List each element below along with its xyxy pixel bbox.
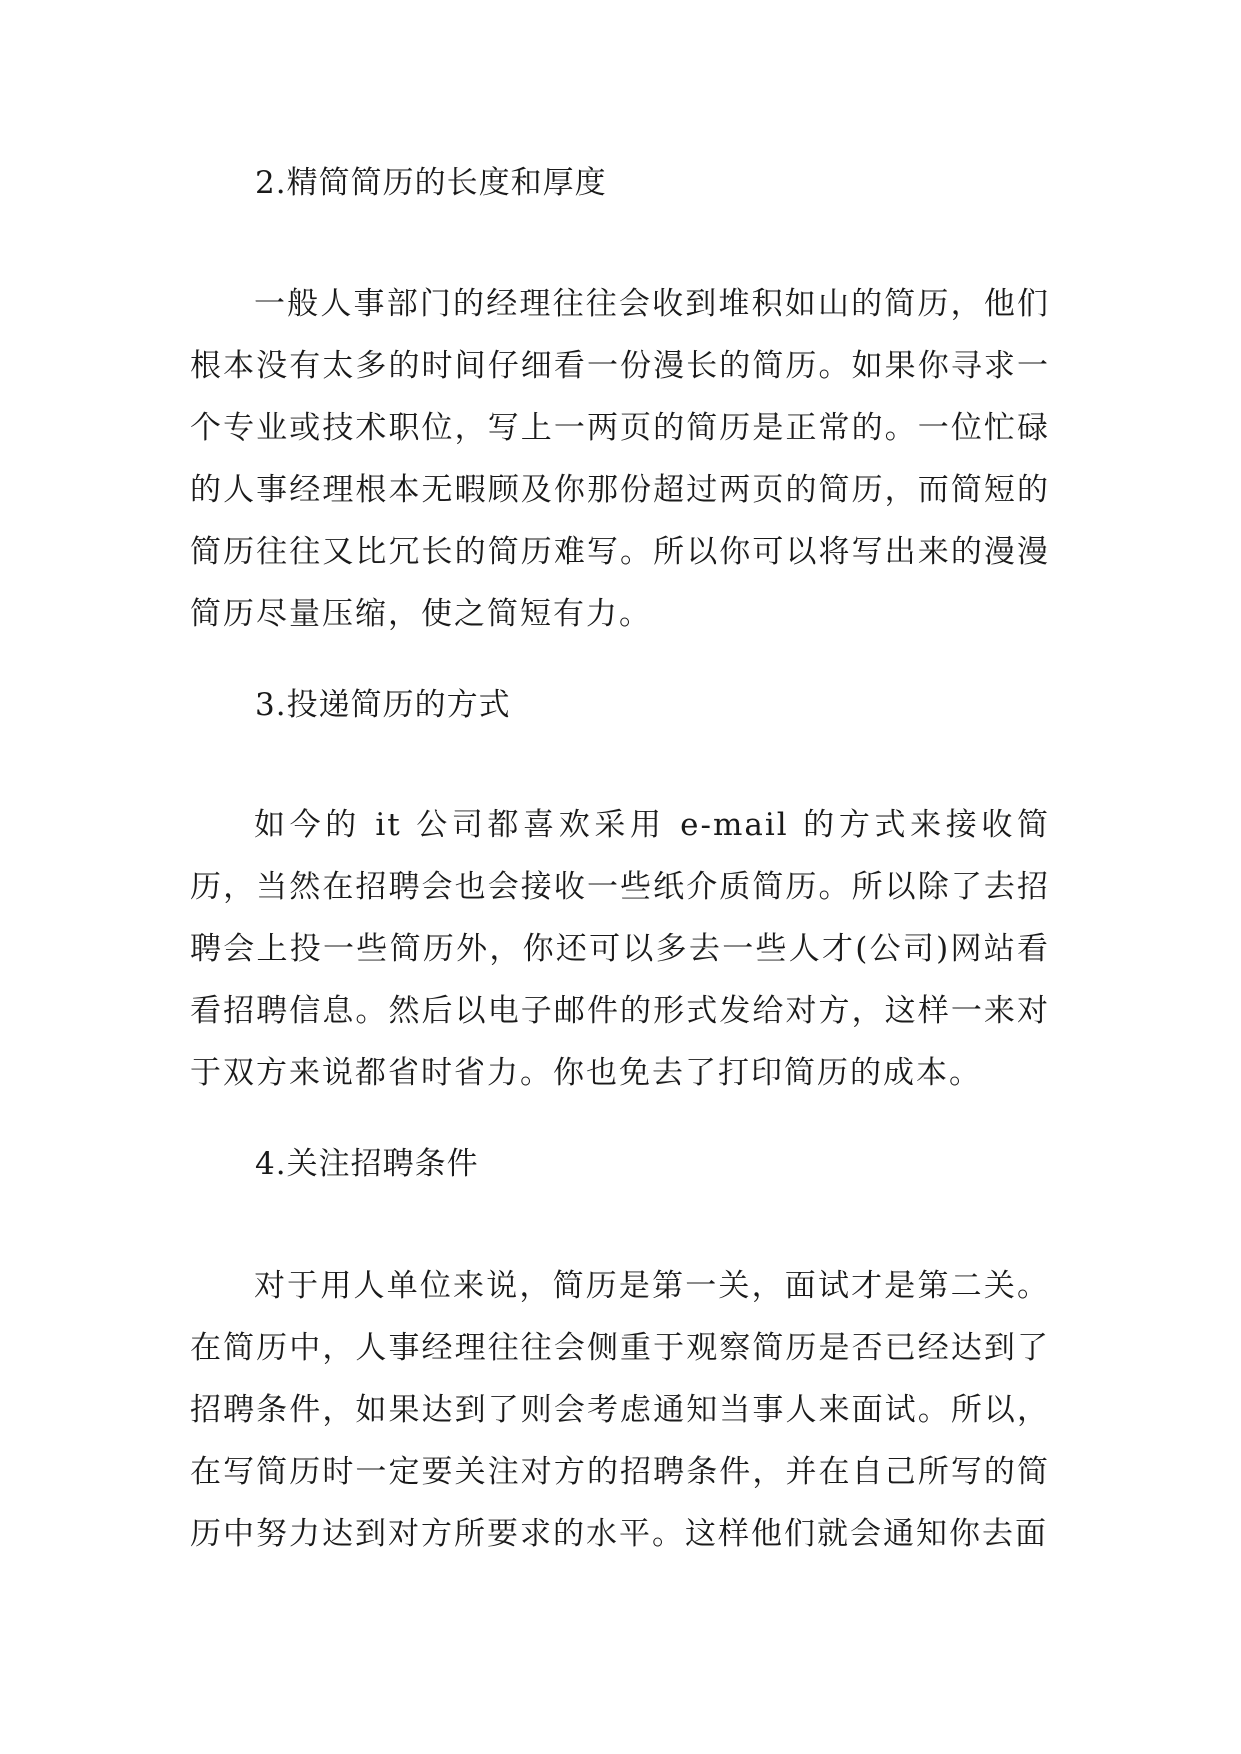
section-heading-3: 3.投递简历的方式 (255, 687, 511, 723)
section-paragraph-2: 一般人事部门的经理往往会收到堆积如山的简历，他们根本没有太多的时间仔细看一份漫长的简历。如果你寻求一个专业或技术职位，写上一两页的简历是正常的。一位忙碌的人事经理根本无暇顾及你那份超过两页的简历，而简短的简历往往又比冗长的简历难写。所以你可以将写出来的漫漫简历尽量压缩，使之简短有力。 (190, 286, 1050, 632)
section-paragraph-4: 对于用人单位来说，简历是第一关，面试才是第二关。在简历中，人事经理往往会侧重于观察简历是否已经达到了招聘条件，如果达到了则会考虑通知当事人来面试。所以，在写简历时一定要关注对方的招聘条件，并在自己所写的简历中努力达到对方所要求的水平。这样他们就会通知你去面 (190, 1268, 1050, 1552)
section-heading-2: 2.精简简历的长度和厚度 (255, 165, 607, 201)
section-paragraph-3: 如今的 it 公司都喜欢采用 e-mail 的方式来接收简历，当然在招聘会也会接收一些纸介质简历。所以除了去招聘会上投一些简历外，你还可以多去一些人才(公司)网站看看招聘信息。然后以电子邮件的形式发给对方，这样一来对于双方来说都省时省力。你也免去了打印简历的成本。 (190, 807, 1050, 1091)
section-heading-4: 4.关注招聘条件 (255, 1146, 479, 1182)
